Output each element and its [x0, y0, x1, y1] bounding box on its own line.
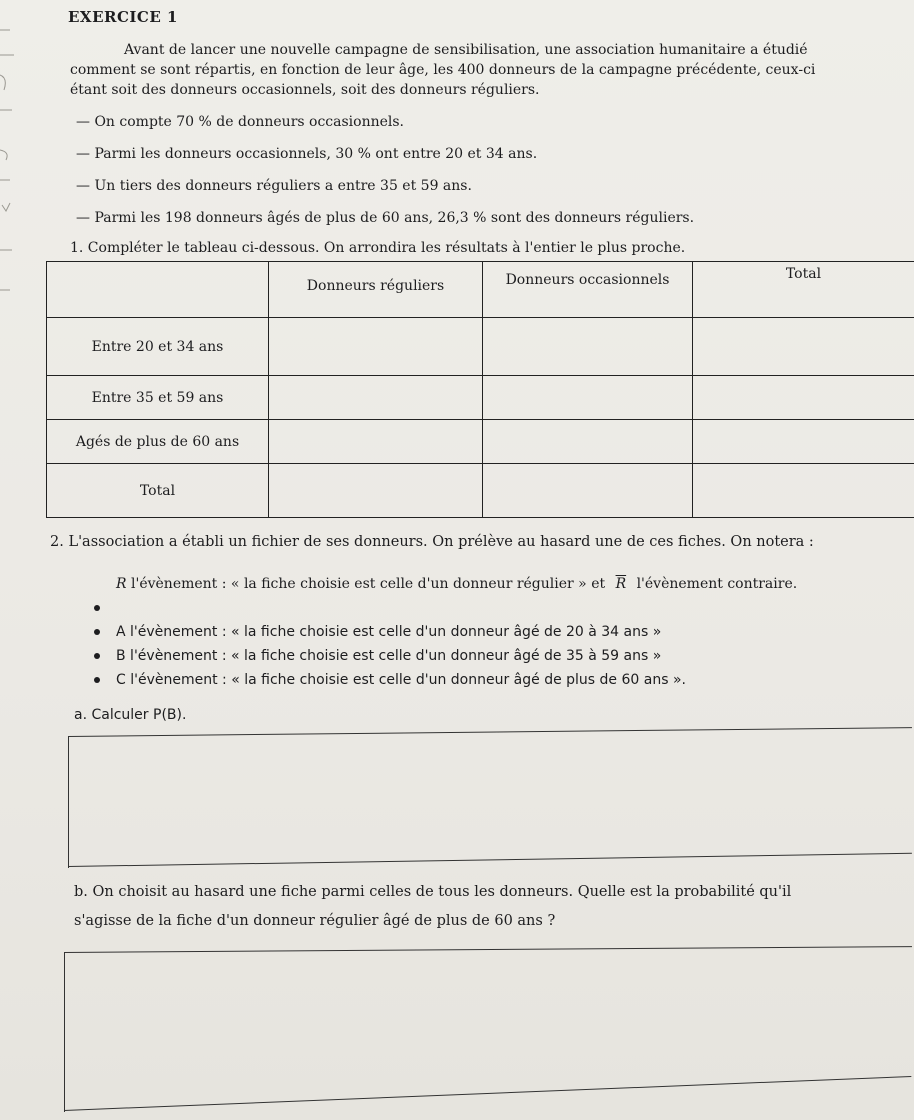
cell-regular-20-34[interactable]: [269, 318, 483, 376]
cell-occasional-over-60[interactable]: [483, 420, 693, 464]
cell-total-20-34[interactable]: [693, 318, 914, 376]
part-a-prompt: a. Calculer P(B).: [74, 707, 187, 723]
fact-regular-35-59: — Un tiers des donneurs réguliers a entre 35 et 59 ans.: [76, 178, 472, 194]
answer-box-b-bottom: [64, 1076, 911, 1111]
part-b-line-1: b. On choisit au hasard une fiche parmi celles de tous les donneurs. Quelle est la probabilité qu'il: [74, 884, 792, 900]
fact-occasional-share: — On compte 70 % de donneurs occasionnels.: [76, 114, 405, 130]
answer-box-a-left: [68, 736, 69, 868]
table-corner-cell: [47, 262, 269, 318]
event-b-text: B l'évènement : « la fiche choisie est celle d'un donneur âgé de 35 à 59 ans »: [116, 648, 662, 664]
intro-line-3: étant soit des donneurs occasionnels, soit des donneurs réguliers.: [70, 82, 540, 98]
fact-over-60: — Parmi les 198 donneurs âgés de plus de 60 ans, 26,3 % sont des donneurs réguliers.: [76, 210, 695, 226]
bullet-icon: [94, 629, 100, 635]
exercise-title: EXERCICE 1: [68, 8, 178, 26]
event-a-text: A l'évènement : « la fiche choisie est celle d'un donneur âgé de 20 à 34 ans »: [116, 624, 662, 640]
answer-box-a-top: [68, 727, 912, 737]
answer-area-a[interactable]: [70, 740, 910, 864]
row-label-35-59: Entre 35 et 59 ans: [47, 376, 269, 420]
event-r-text: l'évènement : « la fiche choisie est celle d'un donneur régulier » et: [131, 576, 606, 592]
cell-total-35-59[interactable]: [693, 376, 914, 420]
question-2: 2. L'association a établi un fichier de ses donneurs. On prélève au hasard une de ces fiches. On notera :: [50, 534, 814, 550]
event-r-symbol: R: [116, 576, 127, 592]
event-r-bar-text: l'évènement contraire.: [636, 576, 798, 592]
binder-margin-marks: [0, 0, 30, 1120]
header-occasional-donors: Donneurs occasionnels: [483, 262, 693, 318]
bullet-icon: [94, 653, 100, 659]
distribution-table: [46, 261, 914, 518]
table-header-row: [47, 262, 914, 318]
table-row: [47, 376, 914, 420]
cell-grand-total[interactable]: [693, 464, 914, 518]
cell-regular-over-60[interactable]: [269, 420, 483, 464]
table-row: [47, 464, 914, 518]
table-row: [47, 420, 914, 464]
cell-occasional-35-59[interactable]: [483, 376, 693, 420]
intro-line-2: comment se sont répartis, en fonction de leur âge, les 400 donneurs de la campagne précédente, ceux-ci: [70, 62, 816, 78]
intro-line-1: Avant de lancer une nouvelle campagne de sensibilisation, une association humanitaire a étudié: [124, 42, 808, 58]
header-regular-donors: Donneurs réguliers: [269, 262, 483, 318]
event-r-bar-symbol: $\overline{R}$: [615, 576, 627, 592]
fact-occasional-20-34: — Parmi les donneurs occasionnels, 30 % ont entre 20 et 34 ans.: [76, 146, 538, 162]
answer-box-b-top: [64, 946, 912, 953]
part-b-line-2: s'agisse de la fiche d'un donneur régulier âgé de plus de 60 ans ?: [74, 913, 556, 929]
event-c-text: C l'évènement : « la fiche choisie est celle d'un donneur âgé de plus de 60 ans ».: [116, 672, 686, 688]
event-r-line: [116, 576, 797, 592]
cell-total-over-60[interactable]: [693, 420, 914, 464]
cell-occasional-20-34[interactable]: [483, 318, 693, 376]
cell-regular-total[interactable]: [269, 464, 483, 518]
table-row: [47, 318, 914, 376]
bullet-icon: [94, 677, 100, 683]
answer-area-b[interactable]: [66, 956, 910, 1076]
row-label-20-34: Entre 20 et 34 ans: [47, 318, 269, 376]
question-1: 1. Compléter le tableau ci-dessous. On arrondira les résultats à l'entier le plus proche.: [70, 240, 686, 256]
answer-box-b-left: [64, 952, 65, 1112]
row-label-over-60: Agés de plus de 60 ans: [47, 420, 269, 464]
row-label-total: Total: [47, 464, 269, 518]
bullet-icon: [94, 605, 100, 611]
cell-occasional-total[interactable]: [483, 464, 693, 518]
header-total: Total: [693, 262, 914, 318]
cell-regular-35-59[interactable]: [269, 376, 483, 420]
